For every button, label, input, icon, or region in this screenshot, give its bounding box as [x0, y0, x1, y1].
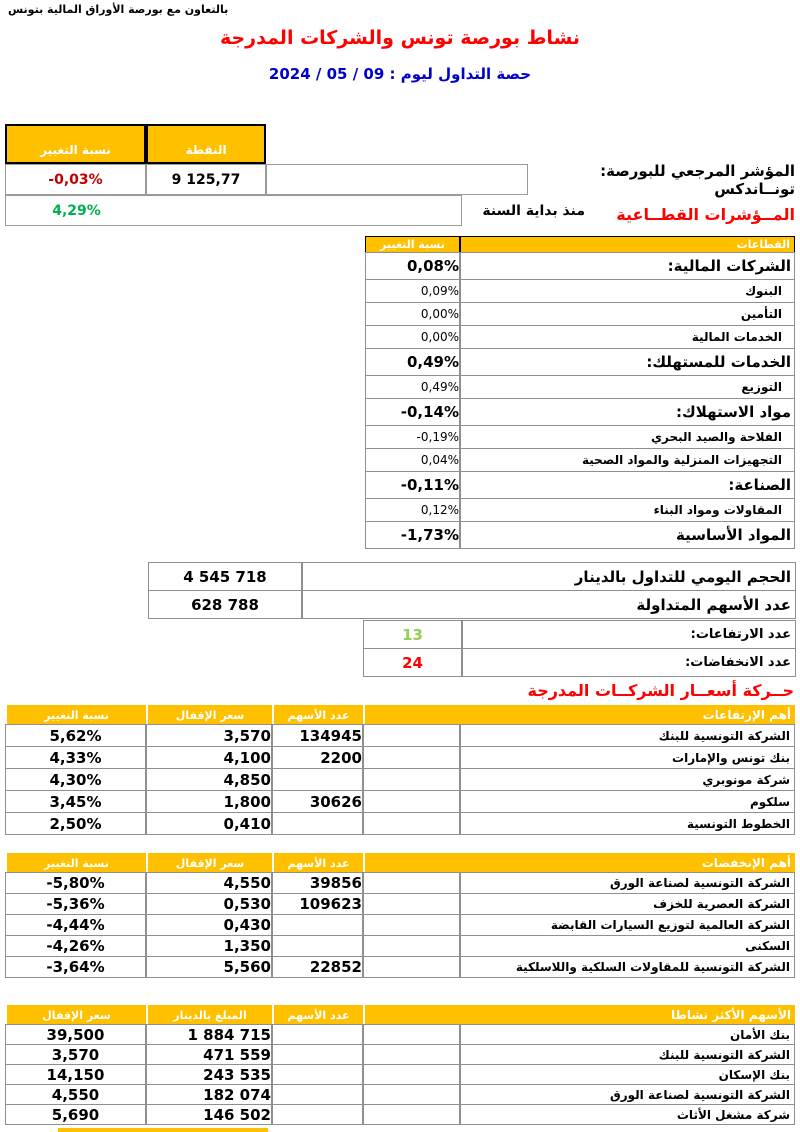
ytd-row-box: [5, 195, 462, 226]
shares-cell: 22852: [272, 956, 363, 978]
company-name: بنك تونس والإمارات: [460, 746, 795, 769]
sector-table-header: [365, 236, 795, 253]
company-name: الشركة التونسية لصناعة الورق: [460, 1084, 795, 1105]
index-points-value: 9 125,77: [146, 164, 266, 195]
close-cell: 0,530: [146, 893, 272, 915]
shares-cell: [272, 812, 363, 835]
spacer-cell: [363, 790, 460, 813]
close-cell: 5,560: [146, 956, 272, 978]
decliner-row: [5, 935, 795, 957]
close-cell: 0,410: [146, 812, 272, 835]
gainer-row: [5, 812, 795, 835]
gainer-row: [5, 790, 795, 813]
amount-cell: 182 074: [146, 1084, 272, 1105]
sector-name: الفلاحة والصيد البحري: [460, 425, 795, 449]
sector-change: 0,49%: [365, 375, 460, 399]
sector-change: -0,14%: [365, 398, 460, 426]
sector-row: [365, 448, 795, 472]
gainer-row: [5, 724, 795, 747]
spacer-cell: [363, 893, 460, 915]
company-name: السكنى: [460, 935, 795, 957]
sector-name: الشركات المالية:: [460, 252, 795, 280]
close-cell: 4,850: [146, 768, 272, 791]
change-cell: 3,45%: [5, 790, 146, 813]
declines-label: عدد الانخفاضات:: [462, 648, 796, 677]
close-cell: 1,350: [146, 935, 272, 957]
spacer-cell: [363, 1024, 460, 1045]
sector-row: [365, 471, 795, 499]
sectors-column-header: القطاعات: [460, 236, 795, 253]
change-header: نسبة التغيير: [5, 853, 146, 873]
spacer-cell: [363, 1084, 460, 1105]
change-cell: -5,36%: [5, 893, 146, 915]
advances-label: عدد الارتفاعات:: [462, 620, 796, 649]
sector-change: -1,73%: [365, 521, 460, 549]
change-cell: -4,26%: [5, 935, 146, 957]
amount-cell: 243 535: [146, 1064, 272, 1085]
shares-cell: [272, 935, 363, 957]
sector-name: التأمين: [460, 302, 795, 326]
next-table-header-sliver: [58, 1128, 268, 1132]
shares-cell: [272, 1104, 363, 1125]
decliner-row: [5, 893, 795, 915]
sector-row: [365, 252, 795, 280]
company-name: الشركة العالمية لتوزيع السيارات القابضة: [460, 914, 795, 936]
close-header: سعر الإقفال: [146, 853, 272, 873]
declines-row: [363, 648, 796, 677]
shares-header: عدد الأسهم: [272, 853, 363, 873]
sector-section-title: المــؤشرات القطــاعية: [616, 205, 795, 224]
shares-cell: 134945: [272, 724, 363, 747]
active-row: [5, 1084, 795, 1105]
sector-name: المواد الأساسية: [460, 521, 795, 549]
sector-change: 0,04%: [365, 448, 460, 472]
active-row: [5, 1064, 795, 1085]
spacer-cell: [363, 956, 460, 978]
close-cell: 1,800: [146, 790, 272, 813]
sector-name: التوزيع: [460, 375, 795, 399]
traded-shares-label: عدد الأسهم المتداولة: [302, 590, 796, 619]
close-cell: 14,150: [5, 1064, 146, 1085]
company-name: شركة مشغل الأثاث: [460, 1104, 795, 1125]
active-row: [5, 1024, 795, 1045]
sector-change: 0,08%: [365, 252, 460, 280]
sector-row: [365, 521, 795, 549]
decliners-header-row: [5, 853, 795, 873]
active-header-row: [5, 1005, 795, 1025]
close-cell: 3,570: [5, 1044, 146, 1065]
shares-cell: 109623: [272, 893, 363, 915]
change-header: نسبة التغيير: [5, 705, 146, 725]
traded-shares-row: [148, 590, 796, 619]
sector-name: المقاولات ومواد البناء: [460, 498, 795, 522]
sector-change: -0,11%: [365, 471, 460, 499]
decliner-row: [5, 872, 795, 894]
spacer-cell: [363, 914, 460, 936]
shares-cell: 2200: [272, 746, 363, 769]
shares-header: عدد الأسهم: [272, 1005, 363, 1025]
shares-header: عدد الأسهم: [272, 705, 363, 725]
change-cell: -5,80%: [5, 872, 146, 894]
close-cell: 4,100: [146, 746, 272, 769]
change-cell: -3,64%: [5, 956, 146, 978]
change-column-header: نسبة التغيير: [365, 236, 460, 253]
close-header: سعر الإقفال: [5, 1005, 146, 1025]
sector-row: [365, 425, 795, 449]
sector-row: [365, 302, 795, 326]
volume-row: [148, 562, 796, 591]
change-cell: 5,62%: [5, 724, 146, 747]
spacer-cell: [363, 935, 460, 957]
advances-count: 13: [363, 620, 462, 649]
spacer-header: [363, 853, 460, 873]
top-decliners-table: [5, 853, 795, 978]
close-header: سعر الإقفال: [146, 705, 272, 725]
spacer-cell: [363, 1044, 460, 1065]
movement-section-title: حــركة أسعــار الشركــات المدرجة: [527, 681, 794, 700]
top-gainers-table: [5, 705, 795, 835]
change-cell: 4,30%: [5, 768, 146, 791]
sector-name: الصناعة:: [460, 471, 795, 499]
sector-row: [365, 325, 795, 349]
index-row-label: المؤشر المرجعي للبورصة: تونــاندكس: [600, 161, 795, 198]
sector-change: 0,00%: [365, 325, 460, 349]
spacer-cell: [363, 1104, 460, 1125]
advances-declines-table: [363, 621, 796, 677]
spacer-header: [363, 705, 460, 725]
shares-cell: [272, 1044, 363, 1065]
volume-label: الحجم اليومي للتداول بالدينار: [302, 562, 796, 591]
volume-value: 4 545 718: [148, 562, 302, 591]
sector-row: [365, 375, 795, 399]
shares-cell: [272, 1084, 363, 1105]
spacer-cell: [363, 1064, 460, 1085]
shares-cell: [272, 768, 363, 791]
spacer-cell: [363, 812, 460, 835]
sector-row: [365, 348, 795, 376]
company-name: بنك الأمان: [460, 1024, 795, 1045]
advances-row: [363, 620, 796, 649]
session-date-subtitle: حصة التداول ليوم : 09 / 05 / 2024: [268, 65, 532, 83]
shares-cell: [272, 914, 363, 936]
ytd-change-value: 4,29%: [52, 202, 101, 219]
shares-cell: [272, 1024, 363, 1045]
ytd-row-label: منذ بداية السنة: [482, 202, 585, 219]
shares-cell: 39856: [272, 872, 363, 894]
index-change-value: -0,03%: [5, 164, 146, 195]
company-name: الشركة التونسية للمقاولات السلكية واللاسلكية: [460, 956, 795, 978]
spacer-cell: [363, 872, 460, 894]
spacer-header: [363, 1005, 460, 1025]
declines-count: 24: [363, 648, 462, 677]
decliner-row: [5, 956, 795, 978]
sector-row: [365, 279, 795, 303]
sector-change: -0,19%: [365, 425, 460, 449]
report-title: نشاط بورصة تونس والشركات المدرجة: [219, 27, 581, 49]
sector-name: مواد الاستهلاك:: [460, 398, 795, 426]
most-active-table: [5, 1005, 795, 1125]
daily-stats-table: [148, 563, 796, 619]
index-header-points: النقطة: [146, 124, 266, 164]
sector-change: 0,12%: [365, 498, 460, 522]
active-row: [5, 1104, 795, 1125]
sector-row: [365, 498, 795, 522]
spacer-cell: [363, 724, 460, 747]
change-cell: 2,50%: [5, 812, 146, 835]
close-cell: 4,550: [146, 872, 272, 894]
company-name: سلكوم: [460, 790, 795, 813]
sector-change: 0,09%: [365, 279, 460, 303]
sector-table: [365, 237, 795, 549]
company-name: شركة مونوبري: [460, 768, 795, 791]
company-name: بنك الإسكان: [460, 1064, 795, 1085]
sector-change: 0,49%: [365, 348, 460, 376]
decliners-title: أهم الإنخفضات: [460, 853, 795, 873]
spacer-cell: [363, 768, 460, 791]
index-empty-cell: [266, 164, 528, 195]
amount-cell: 471 559: [146, 1044, 272, 1065]
change-cell: -4,44%: [5, 914, 146, 936]
active-title: الأسهم الأكثر نشاطا: [460, 1005, 795, 1025]
close-cell: 0,430: [146, 914, 272, 936]
amount-header: المبلغ بالدينار: [146, 1005, 272, 1025]
sector-name: التجهيزات المنزلية والمواد الصحية: [460, 448, 795, 472]
company-name: الشركة التونسية للبنك: [460, 1044, 795, 1065]
amount-cell: 146 502: [146, 1104, 272, 1125]
sector-name: البنوك: [460, 279, 795, 303]
sector-name: الخدمات للمستهلك:: [460, 348, 795, 376]
change-cell: 4,33%: [5, 746, 146, 769]
amount-cell: 1 884 715: [146, 1024, 272, 1045]
company-name: الشركة التونسية للبنك: [460, 724, 795, 747]
gainer-row: [5, 746, 795, 769]
traded-shares-value: 628 788: [148, 590, 302, 619]
close-cell: 39,500: [5, 1024, 146, 1045]
active-row: [5, 1044, 795, 1065]
shares-cell: [272, 1064, 363, 1085]
spacer-cell: [363, 746, 460, 769]
company-name: الشركة التونسية لصناعة الورق: [460, 872, 795, 894]
gainer-row: [5, 768, 795, 791]
gainers-title: أهم الإرتفاعات: [460, 705, 795, 725]
cooperation-note: بالتعاون مع بورصة الأوراق المالية بتونس: [8, 3, 229, 16]
index-header-change: نسبة التغيير: [5, 124, 146, 164]
sector-row: [365, 398, 795, 426]
sector-name: الخدمات المالية: [460, 325, 795, 349]
close-cell: 5,690: [5, 1104, 146, 1125]
close-cell: 3,570: [146, 724, 272, 747]
gainers-header-row: [5, 705, 795, 725]
sector-change: 0,00%: [365, 302, 460, 326]
shares-cell: 30626: [272, 790, 363, 813]
company-name: الخطوط التونسية: [460, 812, 795, 835]
close-cell: 4,550: [5, 1084, 146, 1105]
company-name: الشركة العصرية للخزف: [460, 893, 795, 915]
decliner-row: [5, 914, 795, 936]
